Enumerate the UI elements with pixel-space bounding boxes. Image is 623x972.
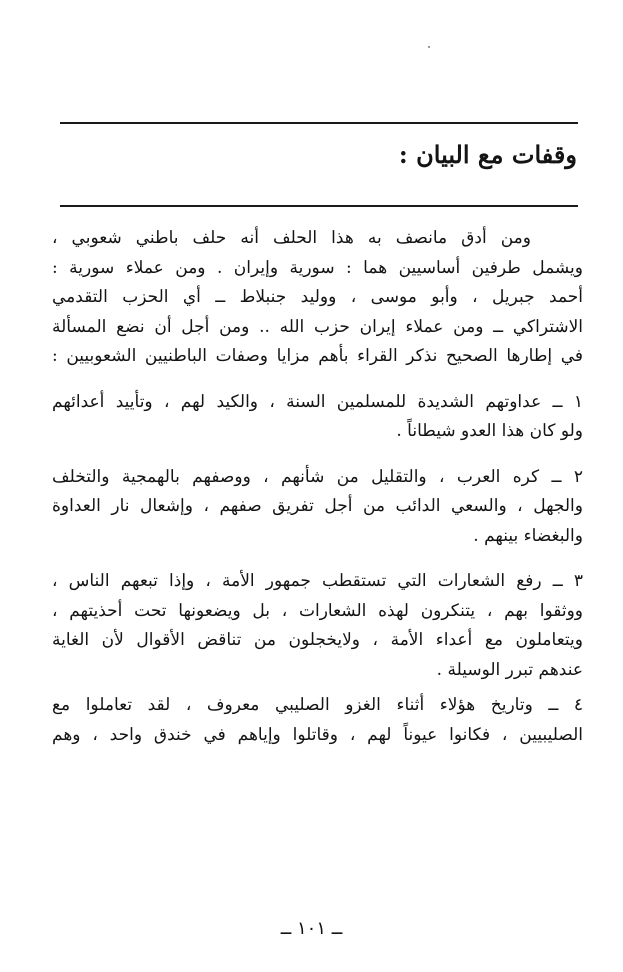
text-line: ١ ــ عداوتهم الشديدة للمسلمين السنة ، والكيد لهم ، وتأييد أعدائهم — [52, 391, 583, 412]
stray-mark — [428, 46, 430, 48]
page-number: ــ ١٠١ ــ — [280, 918, 343, 939]
text-line: ٢ ــ كره العرب ، والتقليل من شأنهم ، ووصفهم بالهمجية والتخلف — [52, 466, 583, 487]
section-heading: وقفات مع البيان : — [398, 140, 577, 169]
paragraph-point-3 — [52, 567, 583, 685]
text-line: الصليبيين ، فكانوا عيوناً لهم ، وقاتلوا وإياهم في خندق واحد ، وهم — [52, 724, 583, 745]
text-line: ومن أدق مانصف به هذا الحلف أنه حلف باطني شعوبي ، — [52, 228, 531, 248]
text-line: ويشمل طرفين أساسيين هما : سورية وإيران . ومن عملاء سورية : — [52, 257, 583, 278]
paragraph-intro — [52, 224, 583, 372]
text-line: عندهم تبرر الوسيلة . — [436, 659, 583, 680]
text-line: أحمد جبريل ، وأبو موسى ، ووليد جنبلاط ــ أي الحزب التقدمي — [52, 287, 583, 307]
page-body — [52, 224, 583, 750]
heading-bottom-rule — [60, 205, 578, 207]
text-line: والبغضاء بينهم . — [473, 525, 583, 546]
text-line: في إطارها الصحيح نذكر القراء بأهم مزايا وصفات الباطنيين الشعوبيين : — [52, 346, 583, 366]
text-line: الاشتراكي ــ ومن عملاء إيران حزب الله .. ومن أجل أن نضع المسألة — [52, 316, 583, 337]
text-line: ولو كان هذا العدو شيطاناً . — [396, 421, 583, 441]
paragraph-point-2 — [52, 463, 583, 552]
text-line: ٤ ــ وتاريخ هؤلاء أثناء الغزو الصليبي معروف ، لقد تعاملوا مع — [52, 695, 583, 715]
text-line: والجهل ، والسعي الدائب من أجل تفريق صفهم ، وإشعال نار العداوة — [52, 496, 583, 516]
text-line: ٣ ــ رفع الشعارات التي تستقطب جمهور الأمة ، وإذا تبعهم الناس ، — [52, 571, 583, 591]
text-line: ووثقوا بهم ، يتنكرون لهذه الشعارات ، بل ويضعونها تحت أحذيتهم ، — [52, 600, 583, 621]
paragraph-point-1 — [52, 388, 583, 447]
text-line: ويتعاملون مع أعداء الأمة ، ولايخجلون من تناقض الأقوال لأن الغاية — [52, 630, 583, 650]
heading-top-rule — [60, 122, 578, 124]
paragraph-point-4 — [52, 691, 583, 750]
